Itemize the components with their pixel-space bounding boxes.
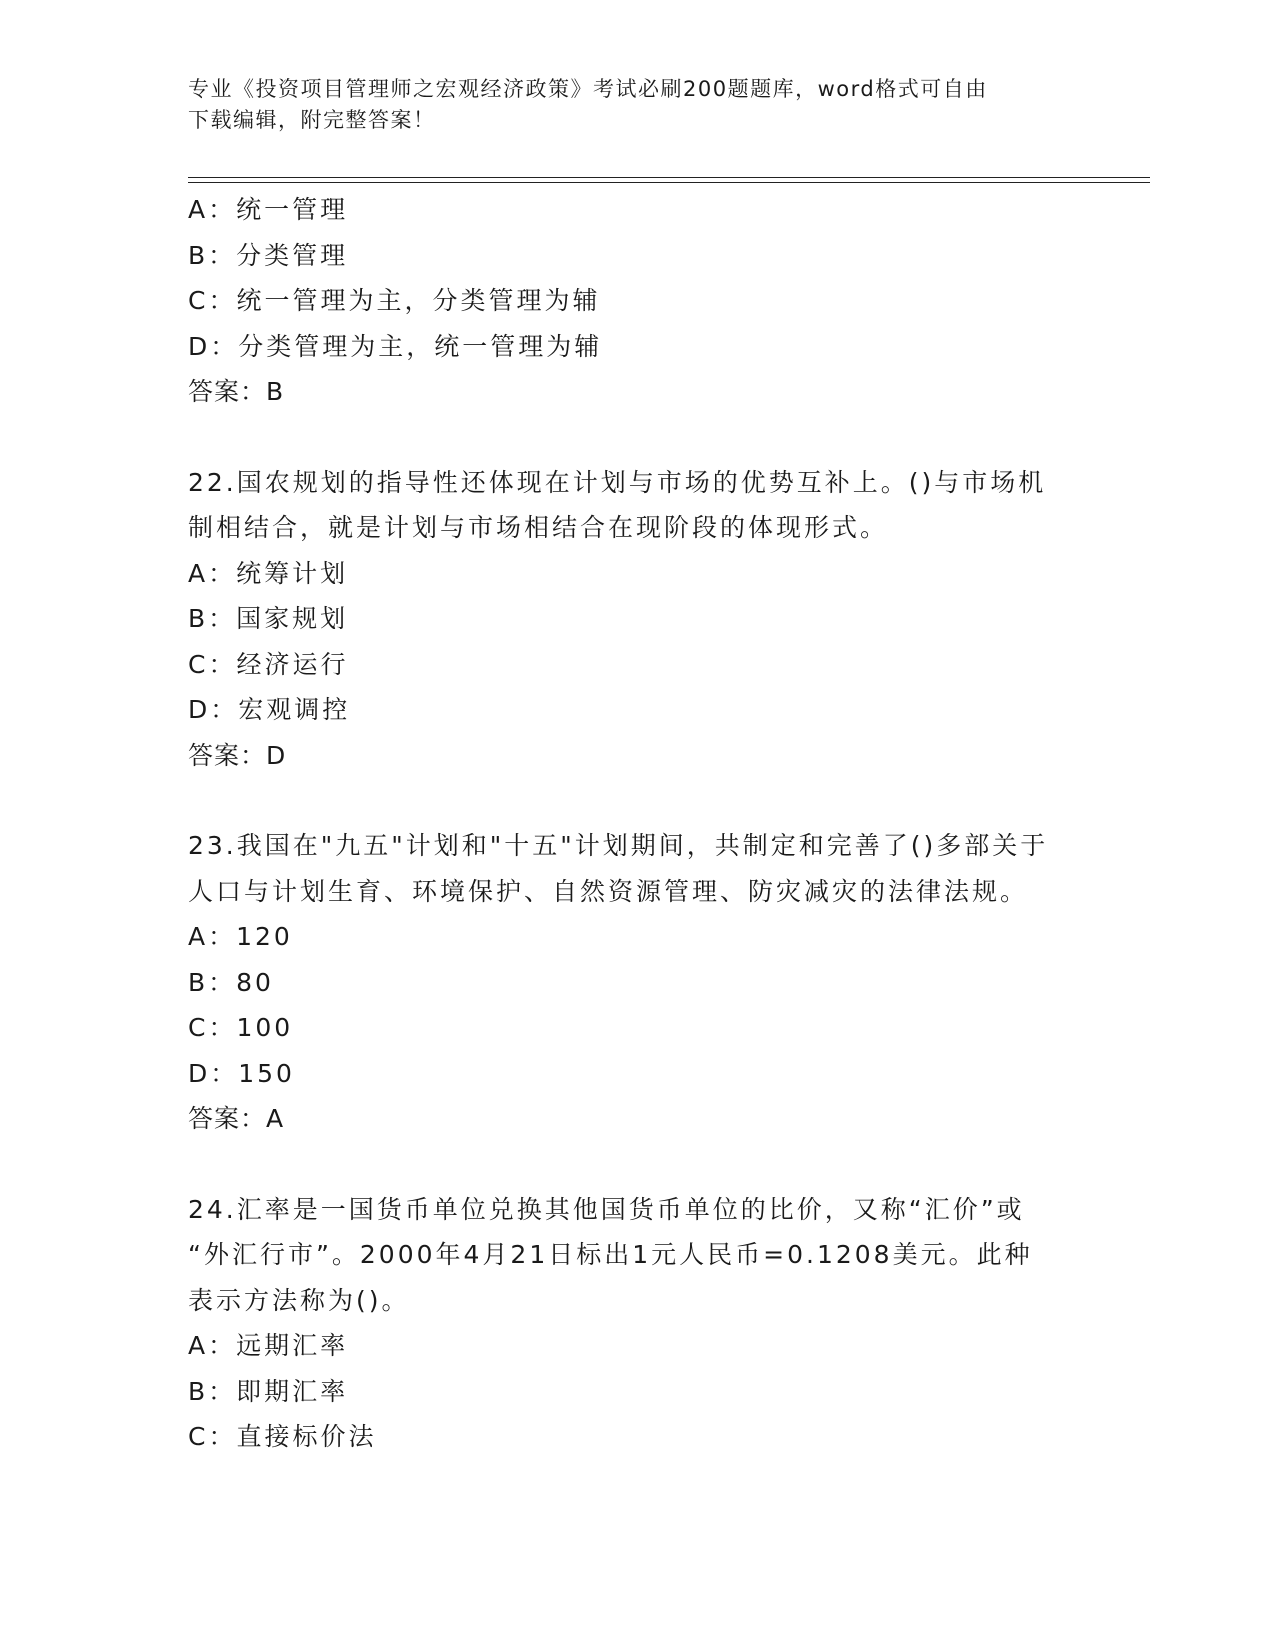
option-c: C：直接标价法 (188, 1422, 377, 1451)
question-text-line: 人口与计划生育、环境保护、自然资源管理、防灾减灾的法律法规。 (188, 876, 1029, 906)
question-text (188, 823, 1068, 914)
spacer (188, 778, 1088, 823)
answer-line: 答案：A (188, 1104, 285, 1133)
option-a: A：120 (188, 922, 293, 951)
option-c: C：统一管理为主，分类管理为辅 (188, 286, 601, 315)
spacer (188, 415, 1088, 460)
option-d: D：150 (188, 1058, 295, 1088)
question-text (188, 1187, 1068, 1324)
option-b: B：80 (188, 967, 274, 997)
question-22 (188, 460, 1088, 779)
header-divider (188, 177, 1150, 183)
question-text-line: 制相结合，就是计划与市场相结合在现阶段的体现形式。 (188, 513, 889, 542)
option-a: A：统筹计划 (188, 558, 349, 588)
document-body (188, 187, 1088, 1460)
answer-line: 答案：B (188, 377, 285, 406)
option-d: D：分类管理为主，统一管理为辅 (188, 331, 603, 361)
document-header (188, 74, 1068, 136)
header-line-2: 下载编辑，附完整答案！ (188, 108, 436, 132)
question-21-continued (188, 187, 1088, 415)
question-text (188, 460, 1068, 551)
question-24 (188, 1187, 1088, 1460)
question-text-line: “外汇行市”。2000年4月21日标出1元人民币=0.1208美元。此种 (188, 1240, 1033, 1269)
question-text-line: 23.我国在"九五"计划和"十五"计划期间，共制定和完善了()多部关于 (188, 831, 1049, 860)
option-c: C：经济运行 (188, 649, 349, 679)
header-line-1: 专业《投资项目管理师之宏观经济政策》考试必刷200题题库，word格式可自由 (188, 77, 988, 101)
option-d: D：宏观调控 (188, 695, 351, 724)
answer-line: 答案：D (188, 740, 287, 770)
question-23 (188, 823, 1088, 1142)
option-a: A：远期汇率 (188, 1331, 349, 1360)
option-c: C：100 (188, 1013, 294, 1042)
question-text-line: 24.汇率是一国货币单位兑换其他国货币单位的比价，又称“汇价”或 (188, 1194, 1025, 1224)
question-text-line: 22.国农规划的指导性还体现在计划与市场的优势互补上。()与市场机 (188, 467, 1047, 497)
option-b: B：即期汇率 (188, 1376, 349, 1406)
spacer (188, 1142, 1088, 1187)
option-a: A：统一管理 (188, 195, 349, 224)
option-b: B：分类管理 (188, 240, 349, 270)
option-b: B：国家规划 (188, 604, 349, 633)
question-text-line: 表示方法称为()。 (188, 1285, 410, 1315)
